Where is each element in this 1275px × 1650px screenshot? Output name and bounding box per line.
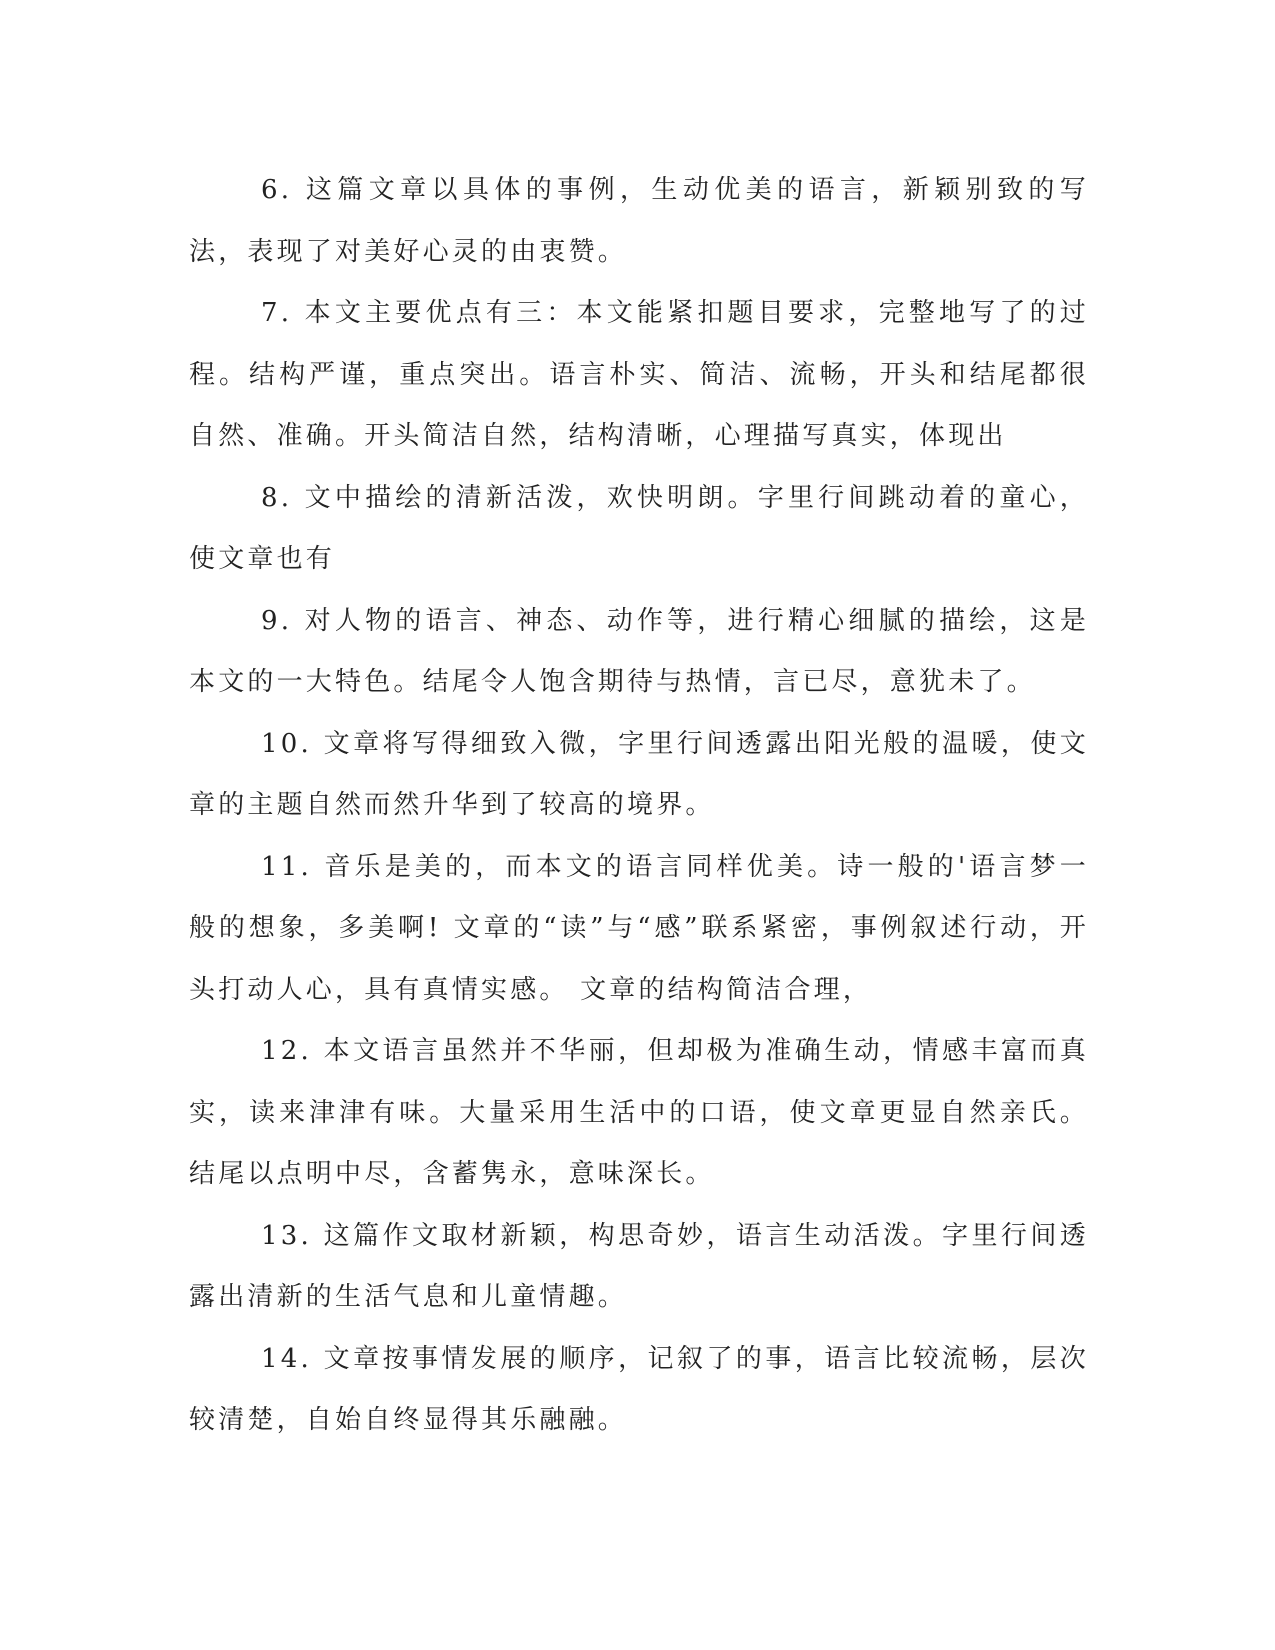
paragraph-14: 14. 文章按事情发展的顺序，记叙了的事，语言比较流畅，层次较清楚，自始自终显得其乐融融。 [189, 1343, 1089, 1435]
paragraph-9: 9. 对人物的语言、神态、动作等，进行精心细腻的描绘，这是本文的一大特色。结尾令人饱含期待与热情，言已尽，意犹未了。 [189, 605, 1089, 697]
document-body [189, 160, 1089, 1452]
paragraph-6: 6. 这篇文章以具体的事例，生动优美的语言，新颖别致的写法，表现了对美好心灵的由衷赞。 [189, 175, 1089, 267]
paragraph-12: 12. 本文语言虽然并不华丽，但却极为准确生动，情感丰富而真实，读来津津有味。大量采用生活中的口语，使文章更显自然亲氏。结尾以点明中尽，含蓄隽永，意味深长。 [189, 1036, 1089, 1189]
paragraph-13: 13. 这篇作文取材新颖，构思奇妙，语言生动活泼。字里行间透露出清新的生活气息和儿童情趣。 [189, 1220, 1089, 1312]
paragraph-11: 11. 音乐是美的，而本文的语言同样优美。诗一般的'语言梦一般的想象，多美啊! 文章的“读”与“感”联系紧密，事例叙述行动，开头打动人心，具有真情实感。 文章的结构简洁合理， [189, 851, 1089, 1005]
paragraph-10: 10. 文章将写得细致入微，字里行间透露出阳光般的温暖，使文章的主题自然而然升华到了较高的境界。 [189, 728, 1089, 820]
paragraph-7: 7. 本文主要优点有三：本文能紧扣题目要求，完整地写了的过程。结构严谨，重点突出。语言朴实、简洁、流畅，开头和结尾都很自然、准确。开头简洁自然，结构清晰，心理描写真实，体现出 [189, 298, 1089, 451]
paragraph-8: 8. 文中描绘的清新活泼，欢快明朗。字里行间跳动着的童心，使文章也有 [189, 482, 1089, 574]
